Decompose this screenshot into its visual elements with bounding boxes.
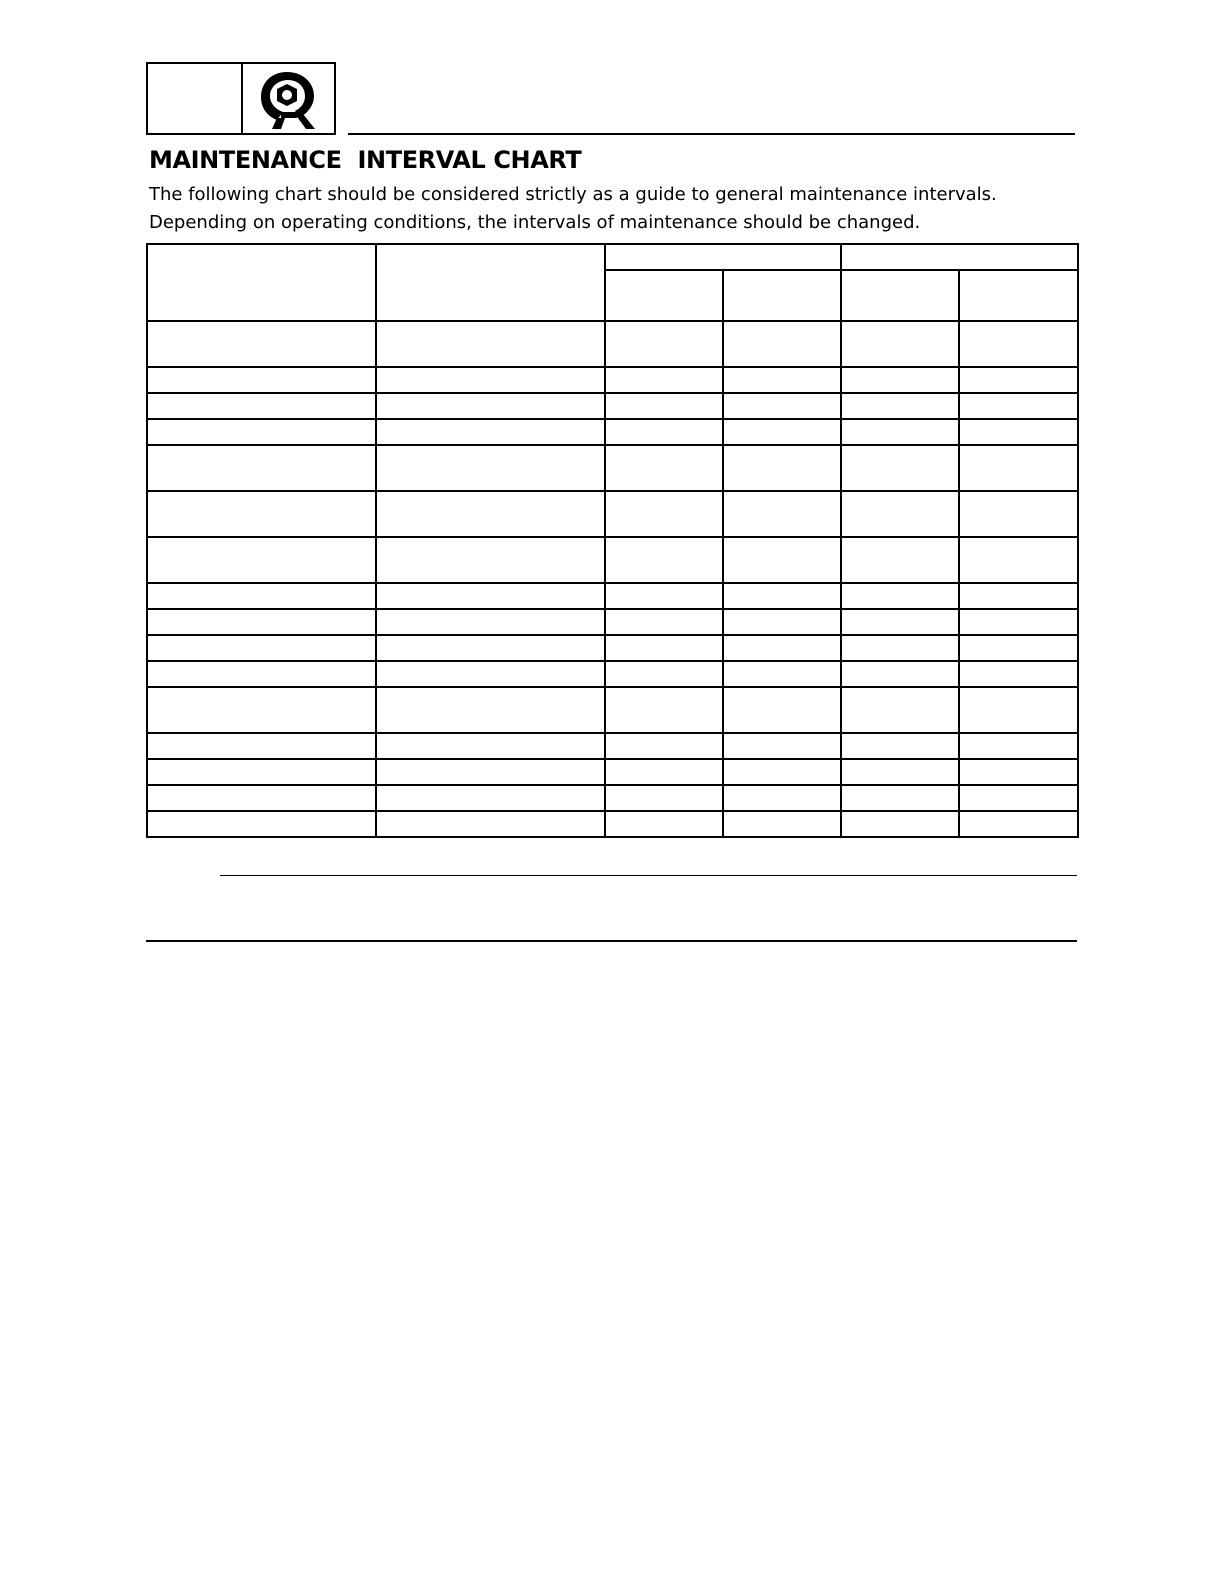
header-rule bbox=[348, 133, 1075, 135]
subheader-cell bbox=[605, 270, 723, 321]
table-row bbox=[147, 635, 1078, 661]
note-rule bbox=[220, 875, 1077, 876]
table-row bbox=[147, 661, 1078, 687]
header-cell-remarks bbox=[376, 244, 605, 321]
header-cell-group-2 bbox=[841, 244, 1078, 270]
section-tab-icon-cell bbox=[243, 64, 334, 133]
table-row bbox=[147, 811, 1078, 837]
subheader-cell bbox=[959, 270, 1078, 321]
table-row bbox=[147, 321, 1078, 367]
header-cell-group-1 bbox=[605, 244, 841, 270]
maintenance-interval-table bbox=[146, 243, 1079, 838]
table-row bbox=[147, 609, 1078, 635]
table-row bbox=[147, 367, 1078, 393]
table-row bbox=[147, 491, 1078, 537]
table-row bbox=[147, 583, 1078, 609]
section-tab-blank bbox=[148, 64, 243, 133]
subheader-cell bbox=[723, 270, 841, 321]
section-header-box bbox=[146, 62, 336, 135]
bottom-rule bbox=[146, 940, 1077, 942]
table-row bbox=[147, 733, 1078, 759]
table-row bbox=[147, 785, 1078, 811]
table-row bbox=[147, 445, 1078, 491]
table-header-row bbox=[147, 244, 1078, 270]
intro-paragraph bbox=[149, 181, 997, 237]
intro-line-1: The following chart should be considered strictly as a guide to general maintenance intervals. bbox=[149, 184, 997, 205]
wrench-nut-icon bbox=[257, 68, 321, 130]
subheader-cell bbox=[841, 270, 959, 321]
table-row bbox=[147, 759, 1078, 785]
header-cell-item bbox=[147, 244, 376, 321]
intro-line-2: Depending on operating conditions, the intervals of maintenance should be changed. bbox=[149, 212, 921, 233]
table-row bbox=[147, 537, 1078, 583]
table-row bbox=[147, 393, 1078, 419]
page-title: MAINTENANCE INTERVAL CHART bbox=[149, 146, 582, 174]
table-row bbox=[147, 687, 1078, 733]
table-row bbox=[147, 419, 1078, 445]
